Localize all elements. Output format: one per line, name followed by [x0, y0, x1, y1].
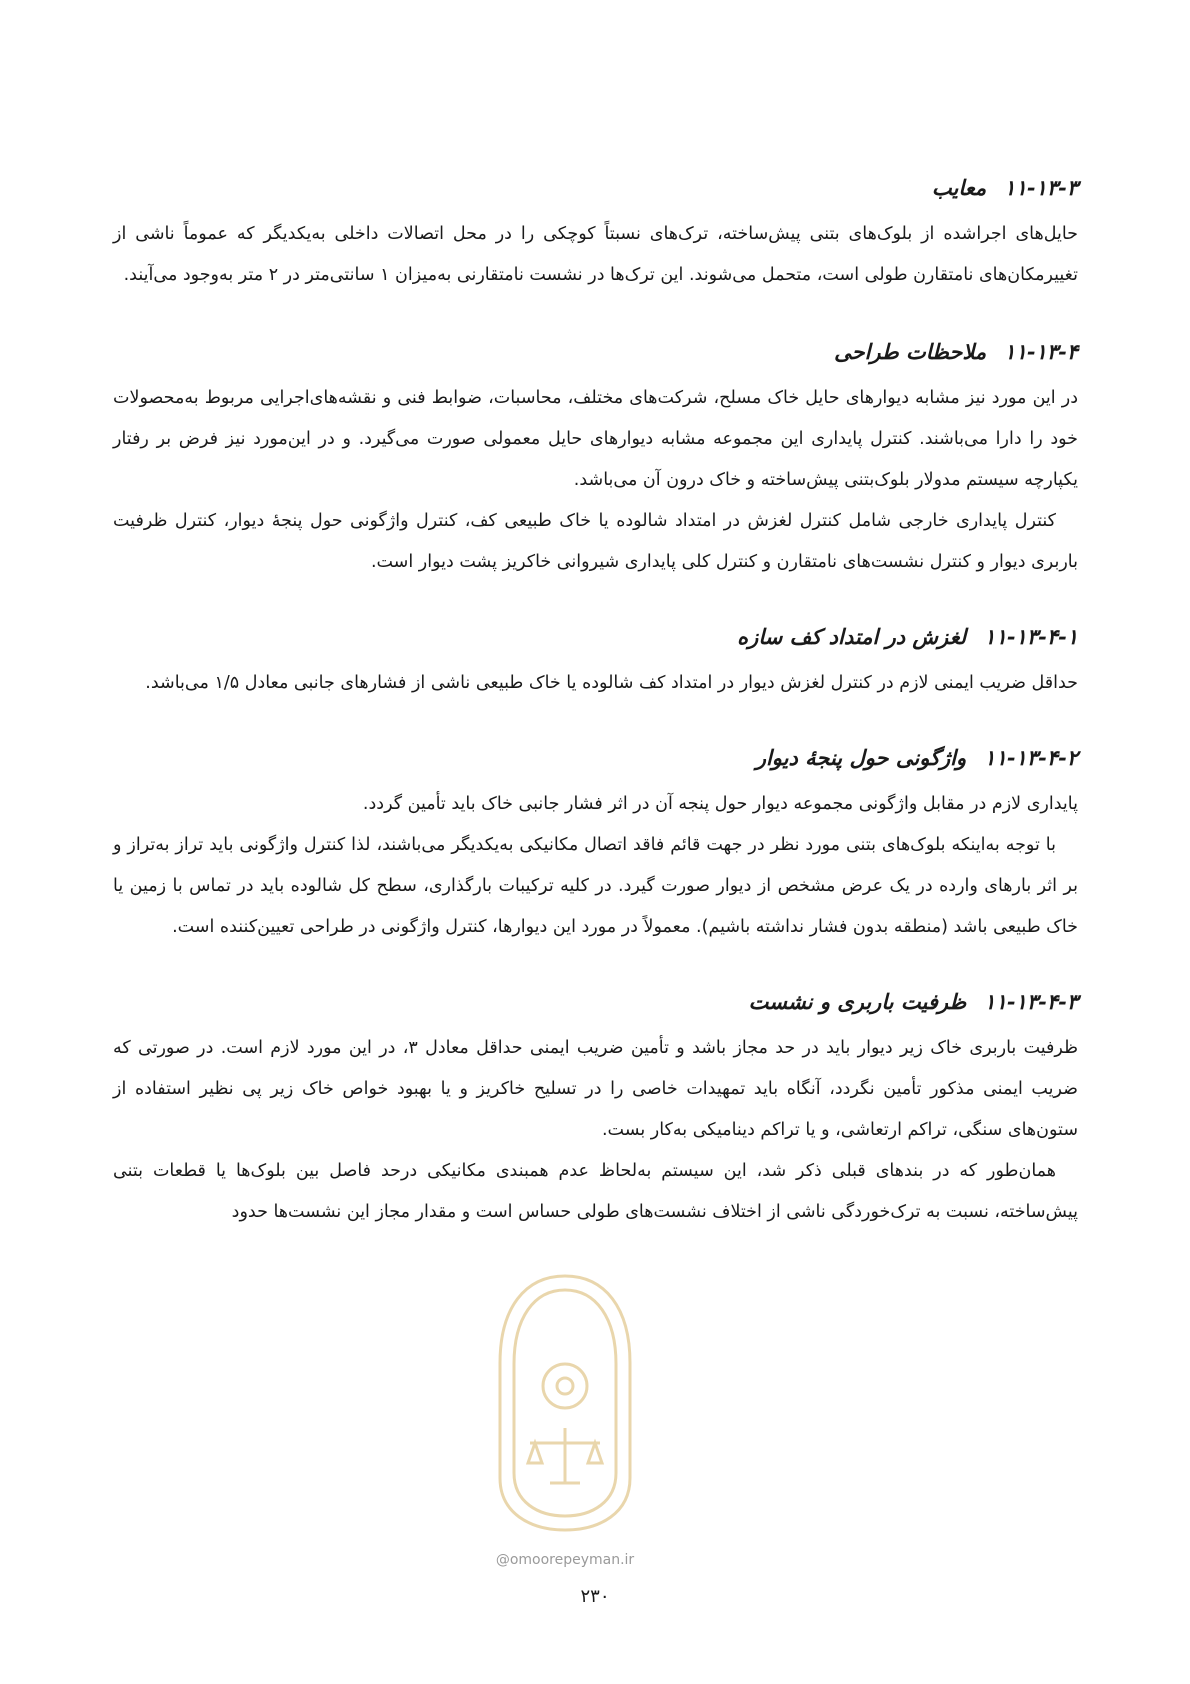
- section-number: ۱۱-۱۳-۳: [1004, 175, 1078, 200]
- paragraph: حداقل ضریب ایمنی لازم در کنترل لغزش دیوار در امتداد کف شالوده یا خاک طبیعی ناشی از فشارهای جانبی معادل ۱/۵ می‌باشد.: [145, 673, 1078, 693]
- section-title: ظرفیت باربری و نشست: [748, 989, 967, 1014]
- page-number: ۲۳۰: [580, 1586, 610, 1607]
- section-number: ۱۱-۱۳-۴: [1004, 339, 1078, 364]
- section-title: معایب: [931, 175, 987, 200]
- section-heading: [113, 621, 1078, 653]
- paragraph: در این مورد نیز مشابه دیوارهای حایل خاک مسلح، شرکت‌های مختلف، محاسبات، ضوابط فنی و نقشه‌های‌اجرایی مربوط به‌محصولات خود را دارا می‌باشند. کنترل پایداری این مجموعه مشابه دیوارهای حایل معمولی صورت می‌گیرد. و در این‌مورد نیز فرض بر رفتار یکپارچه سیستم مدولار بلوک‌بتنی پیش‌ساخته و خاک درون آن می‌باشد.: [113, 388, 1078, 490]
- paragraph: حایل‌های اجراشده از بلوک‌های بتنی پیش‌ساخته، ترک‌های نسبتاً کوچکی را در محل اتصالات داخلی به‌یکدیگر که عموماً ناشی از تغییرمکان‌های نامتقارن طولی است، متحمل می‌شوند. این ترک‌ها در نشست نامتقارنی به‌میزان ۱ سانتی‌متر در ۲ متر به‌وجود می‌آیند.: [113, 224, 1078, 285]
- section-overturning: [113, 742, 1078, 948]
- page-content: [113, 172, 1078, 1271]
- paragraph: کنترل پایداری خارجی شامل کنترل لغزش در امتداد شالوده یا خاک طبیعی کف، کنترل واژگونی حول پنجهٔ دیوار، کنترل ظرفیت باربری دیوار و کنترل نشست‌های نامتقارن و کنترل کلی پایداری شیروانی خاکریز پشت دیوار است.: [113, 511, 1078, 572]
- watermark-logo: [490, 1268, 640, 1538]
- section-heading: [113, 172, 1078, 204]
- section-number: ۱۱-۱۳-۴-۳: [984, 989, 1078, 1014]
- watermark-site: @omoorepeyman.ir: [495, 1552, 635, 1568]
- section-heading: [113, 742, 1078, 774]
- section-number: ۱۱-۱۳-۴-۲: [984, 745, 1078, 770]
- watermark-scales-icon: [528, 1428, 602, 1483]
- paragraph: همان‌طور که در بندهای قبلی ذکر شد، این سیستم به‌لحاظ عدم همبندی مکانیکی درحد فاصل بین بلوک‌ها یا قطعات بتنی پیش‌ساخته، نسبت به ترک‌خوردگی ناشی از اختلاف نشست‌های طولی حساس است و مقدار مجاز این نشست‌ها حدود: [113, 1161, 1078, 1222]
- section-title: ملاحظات طراحی: [834, 339, 987, 364]
- watermark-gear-hub: [557, 1378, 573, 1394]
- paragraph: با توجه به‌اینکه بلوک‌های بتنی مورد نظر در جهت قائم فاقد اتصال مکانیکی به‌یکدیگر می‌باشند، لذا کنترل واژگونی باید تراز به‌تراز و بر اثر بارهای وارده در یک عرض مشخص از دیوار صورت گیرد. در کلیه ترکیبات بارگذاری، سطح کل شالوده باید در تماس با زمین یا خاک طبیعی باشد (منطقه بدون فشار نداشته باشیم). معمولاً در مورد این دیوارها، کنترل واژگونی در طراحی تعیین‌کننده است.: [113, 835, 1078, 937]
- section-design-considerations: [113, 336, 1078, 583]
- watermark-gear-icon: [543, 1364, 587, 1408]
- section-title: واژگونی حول پنجهٔ دیوار: [755, 745, 967, 770]
- section-heading: [113, 336, 1078, 368]
- paragraph: ظرفیت باربری خاک زیر دیوار باید در حد مجاز باشد و تأمین ضریب ایمنی حداقل معادل ۳، در این مورد لازم است. در صورتی که ضریب ایمنی مذکور تأمین نگردد، آنگاه باید تمهیدات خاصی را در تسلیح خاکریز و یا بهبود خواص خاک زیر پی نظیر استفاده از ستون‌های سنگی، تراکم ارتعاشی، و یا تراکم دینامیکی به‌کار بست.: [113, 1038, 1078, 1140]
- section-sliding: [113, 621, 1078, 704]
- paragraph: پایداری لازم در مقابل واژگونی مجموعه دیوار حول پنجه آن در اثر فشار جانبی خاک باید تأمین گردد.: [362, 794, 1078, 814]
- section-heading: [113, 986, 1078, 1018]
- section-title: لغزش در امتداد کف سازه: [737, 624, 967, 649]
- section-number: ۱۱-۱۳-۴-۱: [984, 624, 1078, 649]
- section-defects: [113, 172, 1078, 296]
- section-bearing-capacity: [113, 986, 1078, 1233]
